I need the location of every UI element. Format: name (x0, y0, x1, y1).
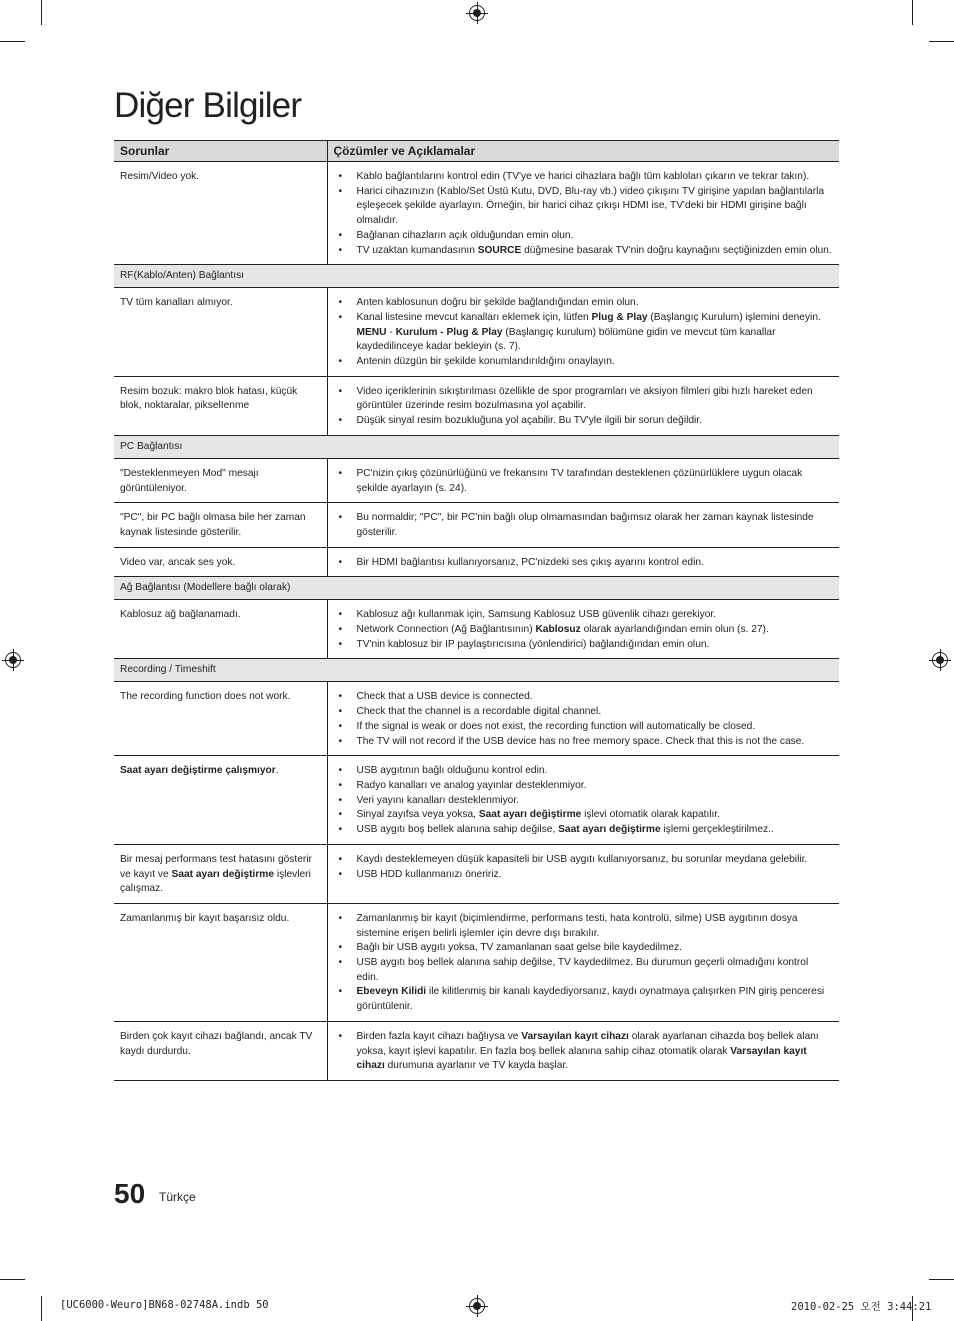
solution-cell (327, 1021, 839, 1080)
solution-list (334, 764, 834, 838)
list-item: • Kaydı desteklemeyen düşük kapasiteli bir USB aygıtı kullanıyorsanız, bu sorunlar meydana gelebilir. (334, 853, 834, 868)
section-title: RF(Kablo/Anten) Bağlantısı (114, 265, 839, 288)
solution-list (334, 912, 834, 1015)
crop-mark (929, 1279, 954, 1280)
crop-mark (0, 1279, 25, 1280)
list-item: • USB aygıtı boş bellek alanına sahip değilse, Saat ayarı değiştirme işlemi gerçekleştirilmez.. (334, 823, 834, 838)
list-item: • TV uzaktan kumandasının SOURCE düğmesine basarak TV'nin doğru kaynağını seçtiğinizden emin olun. (334, 244, 834, 259)
section-title: PC Bağlantısı (114, 435, 839, 458)
print-slug-file: [UC6000-Weuro]BN68-02748A.indb 50 (60, 1299, 269, 1311)
section-row (114, 659, 839, 682)
solution-cell (327, 844, 839, 903)
list-item: • Bu normaldir; "PC", bir PC'nin bağlı olup olmamasından bağımsız olarak her zaman kaynak listesinde gösterilir. (334, 511, 834, 540)
solution-cell (327, 503, 839, 547)
table-row (114, 600, 839, 659)
section-title: Ağ Bağlantısı (Modellere bağlı olarak) (114, 577, 839, 600)
section-title: Recording / Timeshift (114, 659, 839, 682)
solution-list (334, 511, 834, 540)
table-row (114, 1021, 839, 1080)
solution-list (334, 853, 834, 882)
list-item: • Anten kablosunun doğru bir şekilde bağlandığından emin olun. (334, 296, 834, 311)
list-item: • USB HDD kullanmanızı öneririz. (334, 868, 834, 883)
list-item: • Check that the channel is a recordable digital channel. (334, 705, 834, 720)
troubleshooting-table (114, 140, 839, 1081)
solution-list (334, 296, 834, 370)
list-item: • Ebeveyn Kilidi ile kilitlenmiş bir kanalı kaydediyorsanız, kaydı oynatmaya çalışırken PIN giriş penceresi görüntülenir. (334, 985, 834, 1014)
table-row (114, 376, 839, 435)
problem-cell: "Desteklenmeyen Mod" mesajı görüntüleniyor. (114, 458, 327, 502)
solution-cell (327, 682, 839, 756)
problem-cell: Kablosuz ağ bağlanamadı. (114, 600, 327, 659)
table-row (114, 844, 839, 903)
list-item: • Zamanlanmış bir kayıt (biçimlendirme, performans testi, hata kontrolü, silme) USB aygıtının dosya sistemine erişen belirli işlemler için devre dışı bırakılır. (334, 912, 834, 941)
column-header-problems: Sorunlar (114, 141, 327, 162)
problem-cell: Saat ayarı değiştirme çalışmıyor. (114, 756, 327, 845)
list-item: • Bağlanan cihazların açık olduğundan emin olun. (334, 229, 834, 244)
list-item: • Antenin düzgün bir şekilde konumlandırıldığını onaylayın. (334, 355, 834, 370)
solution-cell (327, 162, 839, 265)
solution-list (334, 1030, 834, 1074)
list-item: • Kablosuz ağı kullanmak için, Samsung Kablosuz USB güvenlik cihazı gerekiyor. (334, 608, 834, 623)
solution-cell (327, 756, 839, 845)
solution-cell (327, 288, 839, 377)
list-item: • Check that a USB device is connected. (334, 690, 834, 705)
problem-cell: TV tüm kanalları almıyor. (114, 288, 327, 377)
table-header-row (114, 141, 839, 162)
list-item: • Network Connection (Ağ Bağlantısının) Kablosuz olarak ayarlandığından emin olun (s. 27). (334, 623, 834, 638)
section-row (114, 265, 839, 288)
problem-cell: Birden çok kayıt cihazı bağlandı, ancak TV kaydı durdurdu. (114, 1021, 327, 1080)
list-item: • USB aygıtı boş bellek alanına sahip değilse, TV kaydedilmez. Bu durumun geçerli olmadığını kontrol edin. (334, 956, 834, 985)
crop-mark (41, 0, 42, 25)
list-item: • Harici cihazınızın (Kablo/Set Üstü Kutu, DVD, Blu-ray vb.) video çıkışını TV girişine yapılan bağlantılarla eşleşecek şekilde ayarlayın. Örneğin, bir harici cihaz çıkışı HDMI ise, TV'deki bir HDMI girişine bağlı olmalıdır. (334, 185, 834, 229)
list-item: • Sinyal zayıfsa veya yoksa, Saat ayarı değiştirme işlevi otomatik olarak kapatılır. (334, 808, 834, 823)
list-item: • Bağlı bir USB aygıtı yoksa, TV zamanlanan saat gelse bile kaydedilmez. (334, 941, 834, 956)
print-slug-timestamp: 2010-02-25 오전 3:44:21 (791, 1301, 932, 1313)
registration-mark-icon (5, 652, 21, 668)
registration-mark-icon (469, 5, 485, 21)
list-item: • Bir HDMI bağlantısı kullanıyorsanız, PC'nizdeki ses çıkış ayarını kontrol edin. (334, 556, 834, 571)
solution-cell (327, 458, 839, 502)
language-label: Türkçe (159, 1190, 196, 1204)
page-title: Diğer Bilgiler (114, 86, 302, 125)
solution-list (334, 385, 834, 429)
problem-cell: Video var, ancak ses yok. (114, 547, 327, 577)
table-row (114, 162, 839, 265)
crop-mark (0, 41, 25, 42)
solution-cell (327, 600, 839, 659)
list-item: • Veri yayını kanalları desteklenmiyor. (334, 794, 834, 809)
list-item: • The TV will not record if the USB device has no free memory space. Check that this is not the case. (334, 735, 834, 750)
table-row (114, 682, 839, 756)
list-item: • Radyo kanalları ve analog yayınlar desteklenmiyor. (334, 779, 834, 794)
problem-cell: Resim bozuk: makro blok hatası, küçük blok, noktaralar, pikselIenme (114, 376, 327, 435)
problem-cell: Bir mesaj performans test hatasını gösterir ve kayıt ve Saat ayarı değiştirme işlevleri çalışmaz. (114, 844, 327, 903)
column-header-solutions: Çözümler ve Açıklamalar (327, 141, 839, 162)
section-row (114, 435, 839, 458)
table-row (114, 903, 839, 1021)
table-row (114, 756, 839, 845)
problem-cell: Zamanlanmış bir kayıt başarısız oldu. (114, 903, 327, 1021)
solution-list (334, 556, 834, 571)
registration-mark-icon (469, 1298, 485, 1314)
solution-list (334, 690, 834, 749)
table-row (114, 547, 839, 577)
list-item: • Düşük sinyal resim bozukluğuna yol açabilir. Bu TV'yle ilgili bir sorun değildir. (334, 414, 834, 429)
section-row (114, 577, 839, 600)
table-row (114, 288, 839, 377)
solution-list (334, 608, 834, 652)
crop-mark (912, 0, 913, 25)
list-item: • Kablo bağlantılarını kontrol edin (TV'ye ve harici cihazlara bağlı tüm kabloları çıkarın ve tekrar takın). (334, 170, 834, 185)
registration-mark-icon (932, 652, 948, 668)
list-item: • PC'nizin çıkış çözünürlüğünü ve frekansını TV tarafından desteklenen çözünürlüklere uygun olacak şekilde ayarlayın (s. 24). (334, 467, 834, 496)
page-number: 50 (114, 1178, 146, 1209)
table-row (114, 503, 839, 547)
solution-cell (327, 376, 839, 435)
list-item: • TV'nin kablosuz bir IP paylaştırıcısına (yönlendirici) bağlandığından emin olun. (334, 638, 834, 653)
solution-cell (327, 547, 839, 577)
list-item: • If the signal is weak or does not exist, the recording function will automatically be closed. (334, 720, 834, 735)
list-item: • Kanal listesine mevcut kanalları eklemek için, lütfen Plug & Play (Başlangıç Kurulum) işlemini deneyin. MENU - Kurulum - Plug & Play (Başlangıç kurulum) bölümüne gidin ve mevcut tüm kanallar kaydedilinceye kadar bekleyin (s. 7). (334, 311, 834, 355)
solution-list (334, 170, 834, 258)
list-item: • USB aygıtının bağlı olduğunu kontrol edin. (334, 764, 834, 779)
list-item: • Video içeriklerinin sıkıştırılması özellikle de spor programları ve aksiyon filmleri gibi hızlı hareket eden görüntüler üzerinde resim bozulmasına yol açabilir. (334, 385, 834, 414)
problem-cell: Resim/Video yok. (114, 162, 327, 265)
problem-cell: "PC", bir PC bağlı olmasa bile her zaman kaynak listesinde gösterilir. (114, 503, 327, 547)
table-row (114, 458, 839, 502)
crop-mark (41, 1296, 42, 1321)
solution-list (334, 467, 834, 496)
crop-mark (929, 41, 954, 42)
solution-cell (327, 903, 839, 1021)
list-item: • Birden fazla kayıt cihazı bağlıysa ve Varsayılan kayıt cihazı olarak ayarlanan cihazda boş bellek alanı yoksa, kayıt işlevi kapatılır. En fazla boş bellek alanına sahip cihaz otomatik olarak Varsayılan kayıt cihazı durumuna ayarlanır ve TV kayda başlar. (334, 1030, 834, 1074)
table-body (114, 162, 839, 1081)
problem-cell: The recording function does not work. (114, 682, 327, 756)
